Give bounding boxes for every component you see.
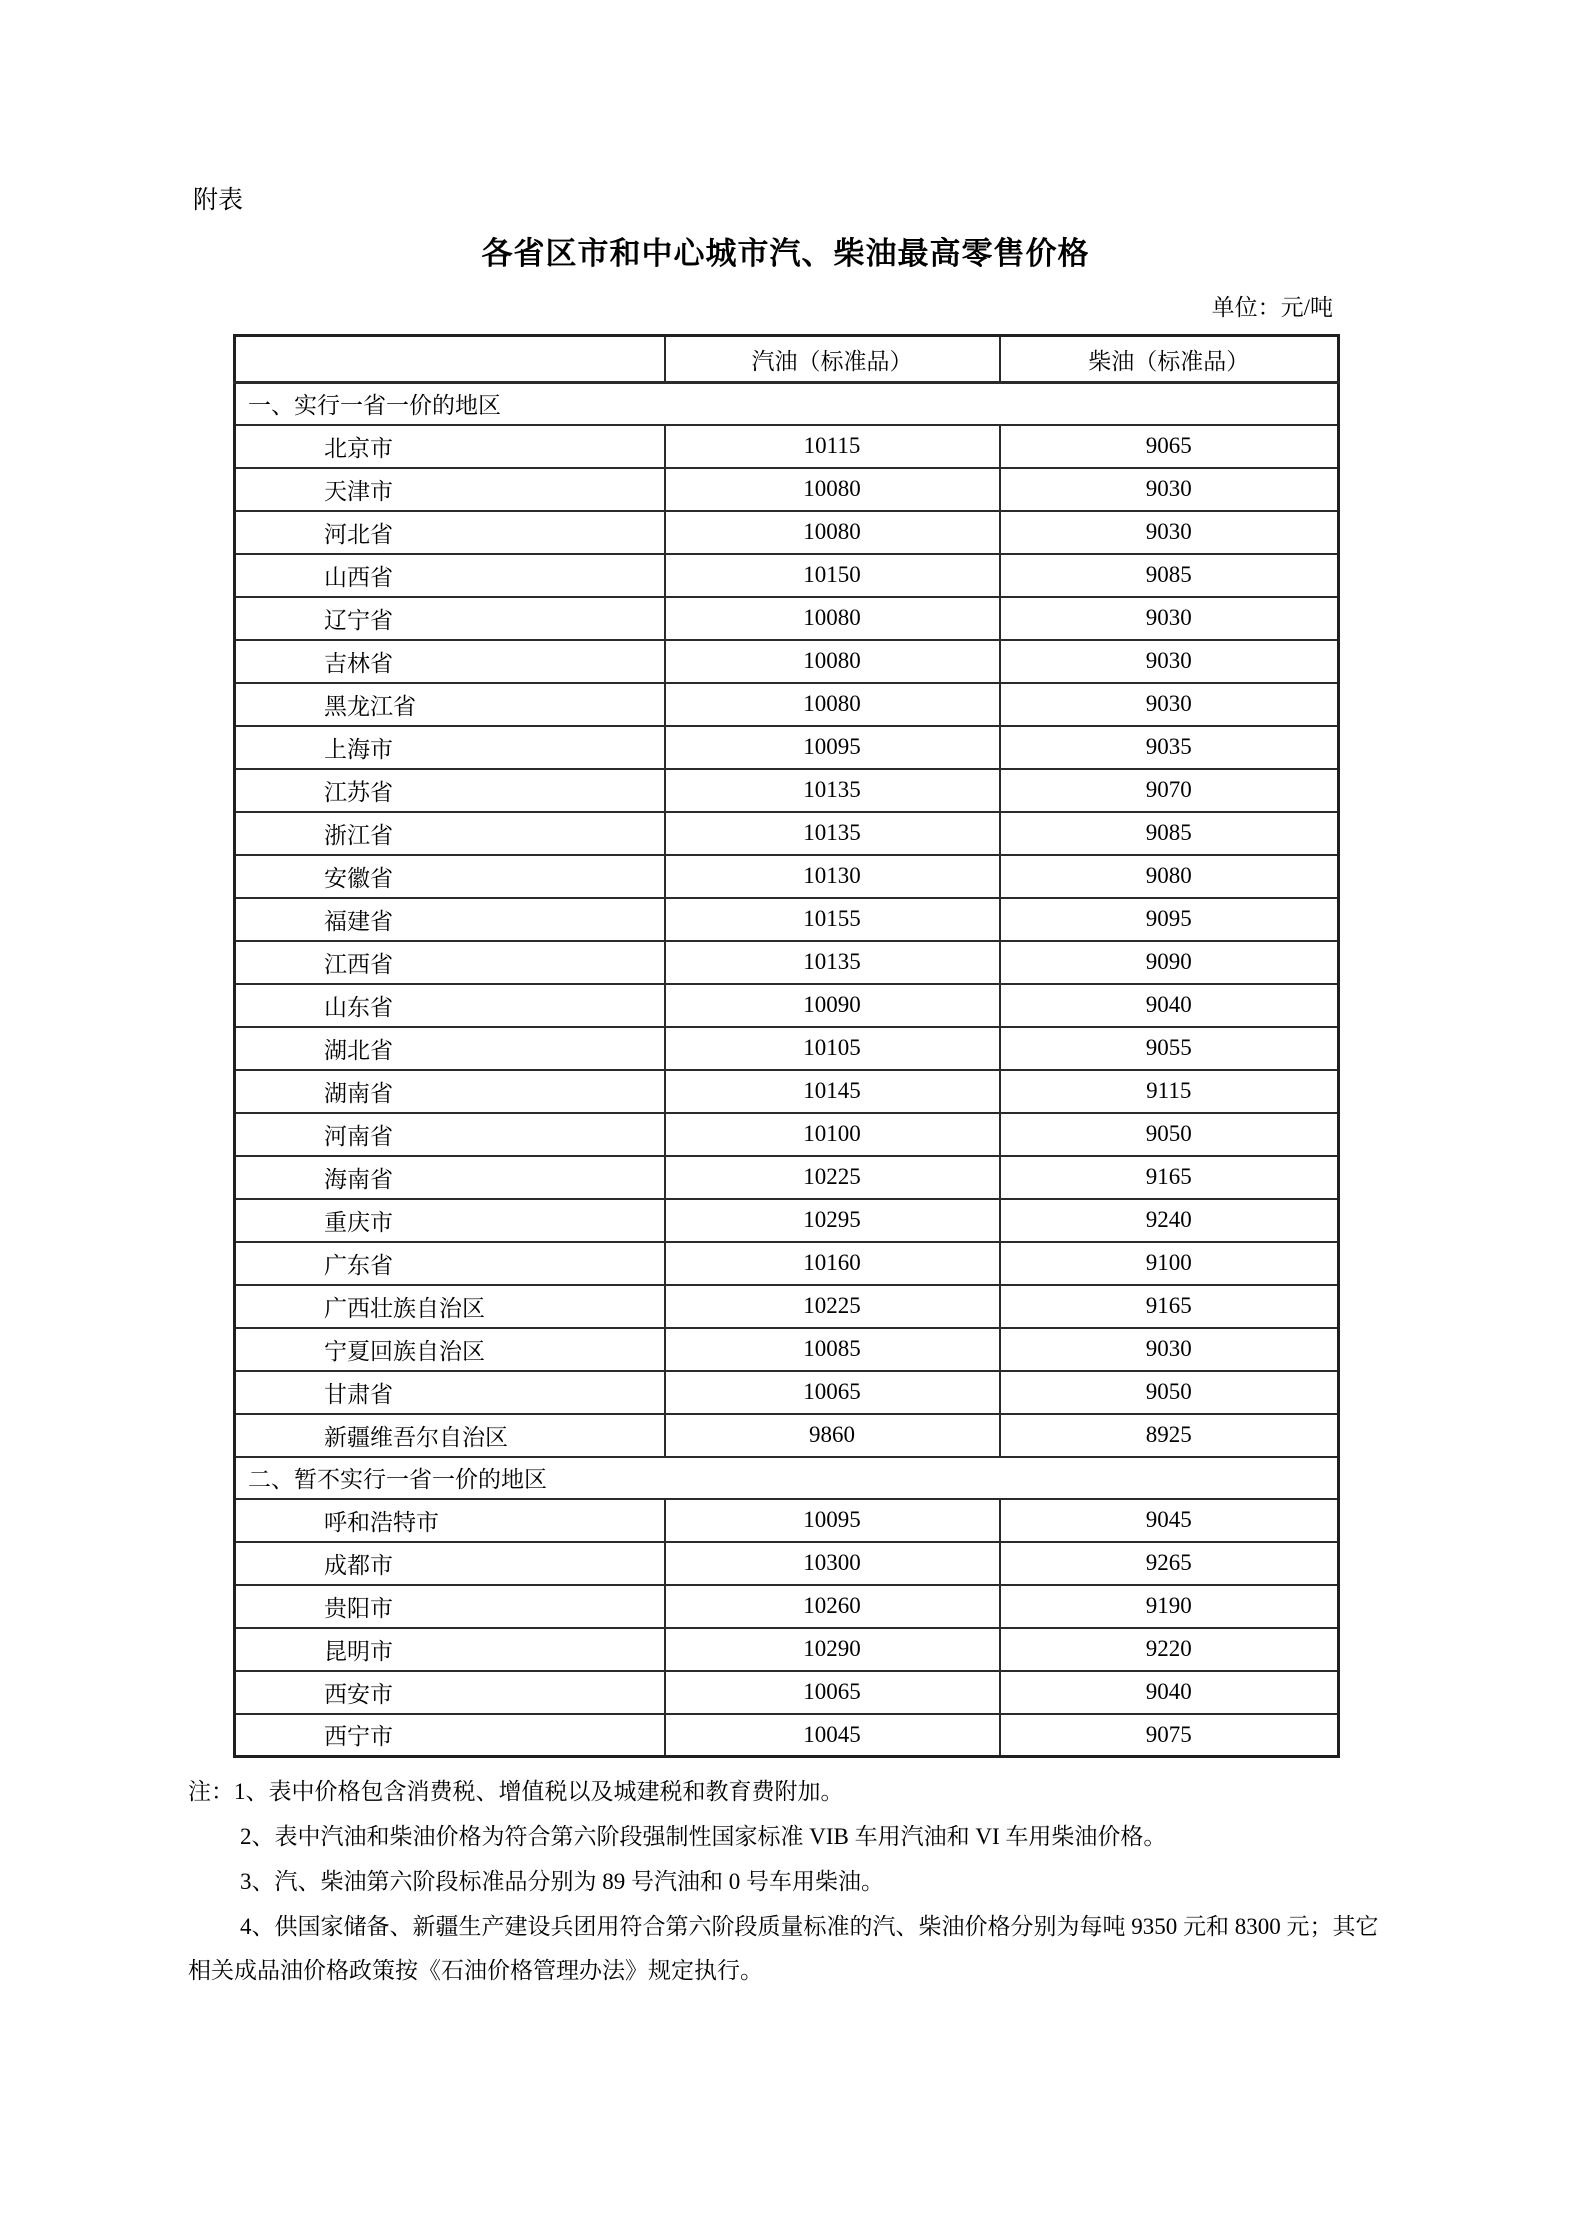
table-row	[235, 1414, 1339, 1457]
region-cell: 江苏省	[235, 769, 665, 812]
table-row	[235, 468, 1339, 511]
gasoline-price-cell: 10160	[665, 1242, 1000, 1285]
table-row	[235, 511, 1339, 554]
diesel-price-cell: 9030	[1000, 597, 1339, 640]
region-cell: 宁夏回族自治区	[235, 1328, 665, 1371]
gasoline-price-cell: 10080	[665, 468, 1000, 511]
gasoline-price-cell: 10295	[665, 1199, 1000, 1242]
diesel-price-cell: 9265	[1000, 1542, 1339, 1585]
gasoline-price-cell: 10130	[665, 855, 1000, 898]
note-item: 4、供国家储备、新疆生产建设兵团用符合第六阶段质量标准的汽、柴油价格分别为每吨 9350 元和 8300 元；其它相关成品油价格政策按《石油价格管理办法》规定执行。	[188, 1913, 1379, 1984]
table-row	[235, 984, 1339, 1027]
table-row	[235, 1628, 1339, 1671]
attachment-label: 附表	[193, 187, 244, 214]
diesel-price-cell: 9085	[1000, 812, 1339, 855]
diesel-price-cell: 9115	[1000, 1070, 1339, 1113]
gasoline-price-cell: 10090	[665, 984, 1000, 1027]
table-header-row	[235, 336, 1339, 383]
region-cell: 河南省	[235, 1113, 665, 1156]
gasoline-price-cell: 10080	[665, 511, 1000, 554]
diesel-price-cell: 9080	[1000, 855, 1339, 898]
table-row	[235, 1328, 1339, 1371]
table-row	[235, 1113, 1339, 1156]
unit-note: 单位：元/吨	[1211, 295, 1333, 320]
diesel-price-cell: 9075	[1000, 1714, 1339, 1757]
table-row	[235, 425, 1339, 468]
region-cell: 湖南省	[235, 1070, 665, 1113]
diesel-price-cell: 9055	[1000, 1027, 1339, 1070]
table-row	[235, 683, 1339, 726]
diesel-price-cell: 9050	[1000, 1113, 1339, 1156]
table-row	[235, 1714, 1339, 1757]
region-cell: 上海市	[235, 726, 665, 769]
table-row	[235, 1585, 1339, 1628]
diesel-price-cell: 9165	[1000, 1285, 1339, 1328]
gasoline-price-cell: 10155	[665, 898, 1000, 941]
gasoline-price-cell: 10080	[665, 683, 1000, 726]
region-cell: 呼和浩特市	[235, 1499, 665, 1542]
table-row	[235, 941, 1339, 984]
region-cell: 贵阳市	[235, 1585, 665, 1628]
diesel-price-cell: 9065	[1000, 425, 1339, 468]
section-header-row	[235, 383, 1339, 425]
table-row	[235, 1242, 1339, 1285]
diesel-price-cell: 9070	[1000, 769, 1339, 812]
region-cell: 西安市	[235, 1671, 665, 1714]
region-cell: 黑龙江省	[235, 683, 665, 726]
diesel-price-cell: 9050	[1000, 1371, 1339, 1414]
diesel-price-cell: 8925	[1000, 1414, 1339, 1457]
table-row	[235, 1285, 1339, 1328]
gasoline-price-cell: 10085	[665, 1328, 1000, 1371]
region-cell: 天津市	[235, 468, 665, 511]
region-cell: 成都市	[235, 1542, 665, 1585]
region-cell: 湖北省	[235, 1027, 665, 1070]
page-title: 各省区市和中心城市汽、柴油最高零售价格	[481, 236, 1090, 271]
table-row	[235, 1499, 1339, 1542]
section-header-label: 一、实行一省一价的地区	[235, 383, 1339, 425]
gasoline-price-cell: 10095	[665, 726, 1000, 769]
table-row	[235, 1070, 1339, 1113]
diesel-price-cell: 9035	[1000, 726, 1339, 769]
table-row	[235, 1371, 1339, 1414]
table-row	[235, 597, 1339, 640]
gasoline-price-cell: 10290	[665, 1628, 1000, 1671]
table-row	[235, 1027, 1339, 1070]
table-row	[235, 726, 1339, 769]
diesel-price-cell: 9040	[1000, 984, 1339, 1027]
region-cell: 江西省	[235, 941, 665, 984]
region-cell: 吉林省	[235, 640, 665, 683]
diesel-column-header: 柴油（标准品）	[1000, 336, 1339, 383]
region-cell: 广东省	[235, 1242, 665, 1285]
gasoline-price-cell: 10300	[665, 1542, 1000, 1585]
diesel-price-cell: 9045	[1000, 1499, 1339, 1542]
diesel-price-cell: 9095	[1000, 898, 1339, 941]
gasoline-price-cell: 10135	[665, 769, 1000, 812]
diesel-price-cell: 9030	[1000, 511, 1339, 554]
gasoline-price-cell: 10145	[665, 1070, 1000, 1113]
diesel-price-cell: 9100	[1000, 1242, 1339, 1285]
region-cell: 山西省	[235, 554, 665, 597]
gasoline-price-cell: 10135	[665, 941, 1000, 984]
notes-section	[188, 1770, 1388, 1994]
gasoline-price-cell: 10080	[665, 597, 1000, 640]
region-cell: 新疆维吾尔自治区	[235, 1414, 665, 1457]
diesel-price-cell: 9030	[1000, 683, 1339, 726]
diesel-price-cell: 9040	[1000, 1671, 1339, 1714]
diesel-price-cell: 9030	[1000, 640, 1339, 683]
region-cell: 福建省	[235, 898, 665, 941]
diesel-price-cell: 9220	[1000, 1628, 1339, 1671]
region-cell: 浙江省	[235, 812, 665, 855]
gasoline-price-cell: 10115	[665, 425, 1000, 468]
table-row	[235, 1199, 1339, 1242]
table-row	[235, 554, 1339, 597]
gasoline-price-cell: 10225	[665, 1285, 1000, 1328]
section-header-label: 二、暂不实行一省一价的地区	[235, 1457, 1339, 1499]
region-cell: 西宁市	[235, 1714, 665, 1757]
region-cell: 重庆市	[235, 1199, 665, 1242]
region-column-header	[235, 336, 665, 383]
note-item: 注：1、表中价格包含消费税、增值税以及城建税和教育费附加。	[188, 1779, 844, 1804]
diesel-price-cell: 9030	[1000, 1328, 1339, 1371]
diesel-price-cell: 9030	[1000, 468, 1339, 511]
region-cell: 北京市	[235, 425, 665, 468]
diesel-price-cell: 9190	[1000, 1585, 1339, 1628]
section-header-row	[235, 1457, 1339, 1499]
gasoline-price-cell: 10135	[665, 812, 1000, 855]
gasoline-price-cell: 10100	[665, 1113, 1000, 1156]
gasoline-price-cell: 10225	[665, 1156, 1000, 1199]
region-cell: 甘肃省	[235, 1371, 665, 1414]
table-row	[235, 855, 1339, 898]
table-row	[235, 1671, 1339, 1714]
region-cell: 山东省	[235, 984, 665, 1027]
diesel-price-cell: 9240	[1000, 1199, 1339, 1242]
region-cell: 安徽省	[235, 855, 665, 898]
region-cell: 广西壮族自治区	[235, 1285, 665, 1328]
table-row	[235, 898, 1339, 941]
gasoline-price-cell: 10150	[665, 554, 1000, 597]
region-cell: 海南省	[235, 1156, 665, 1199]
diesel-price-cell: 9165	[1000, 1156, 1339, 1199]
table-row	[235, 769, 1339, 812]
note-item: 3、汽、柴油第六阶段标准品分别为 89 号汽油和 0 号车用柴油。	[240, 1868, 884, 1894]
gasoline-price-cell: 10065	[665, 1671, 1000, 1714]
table-row	[235, 1542, 1339, 1585]
table-row	[235, 1156, 1339, 1199]
gasoline-price-cell: 10105	[665, 1027, 1000, 1070]
table-row	[235, 640, 1339, 683]
gasoline-price-cell: 10080	[665, 640, 1000, 683]
gasoline-price-cell: 10095	[665, 1499, 1000, 1542]
gasoline-price-cell: 10045	[665, 1714, 1000, 1757]
gasoline-price-cell: 10260	[665, 1585, 1000, 1628]
table-row	[235, 812, 1339, 855]
region-cell: 昆明市	[235, 1628, 665, 1671]
price-table	[233, 334, 1340, 1758]
gasoline-price-cell: 10065	[665, 1371, 1000, 1414]
gasoline-price-cell: 9860	[665, 1414, 1000, 1457]
diesel-price-cell: 9090	[1000, 941, 1339, 984]
region-cell: 辽宁省	[235, 597, 665, 640]
note-item: 2、表中汽油和柴油价格为符合第六阶段强制性国家标准 VIB 车用汽油和 VI 车用柴油价格。	[240, 1823, 1167, 1849]
region-cell: 河北省	[235, 511, 665, 554]
diesel-price-cell: 9085	[1000, 554, 1339, 597]
gasoline-column-header: 汽油（标准品）	[665, 336, 1000, 383]
